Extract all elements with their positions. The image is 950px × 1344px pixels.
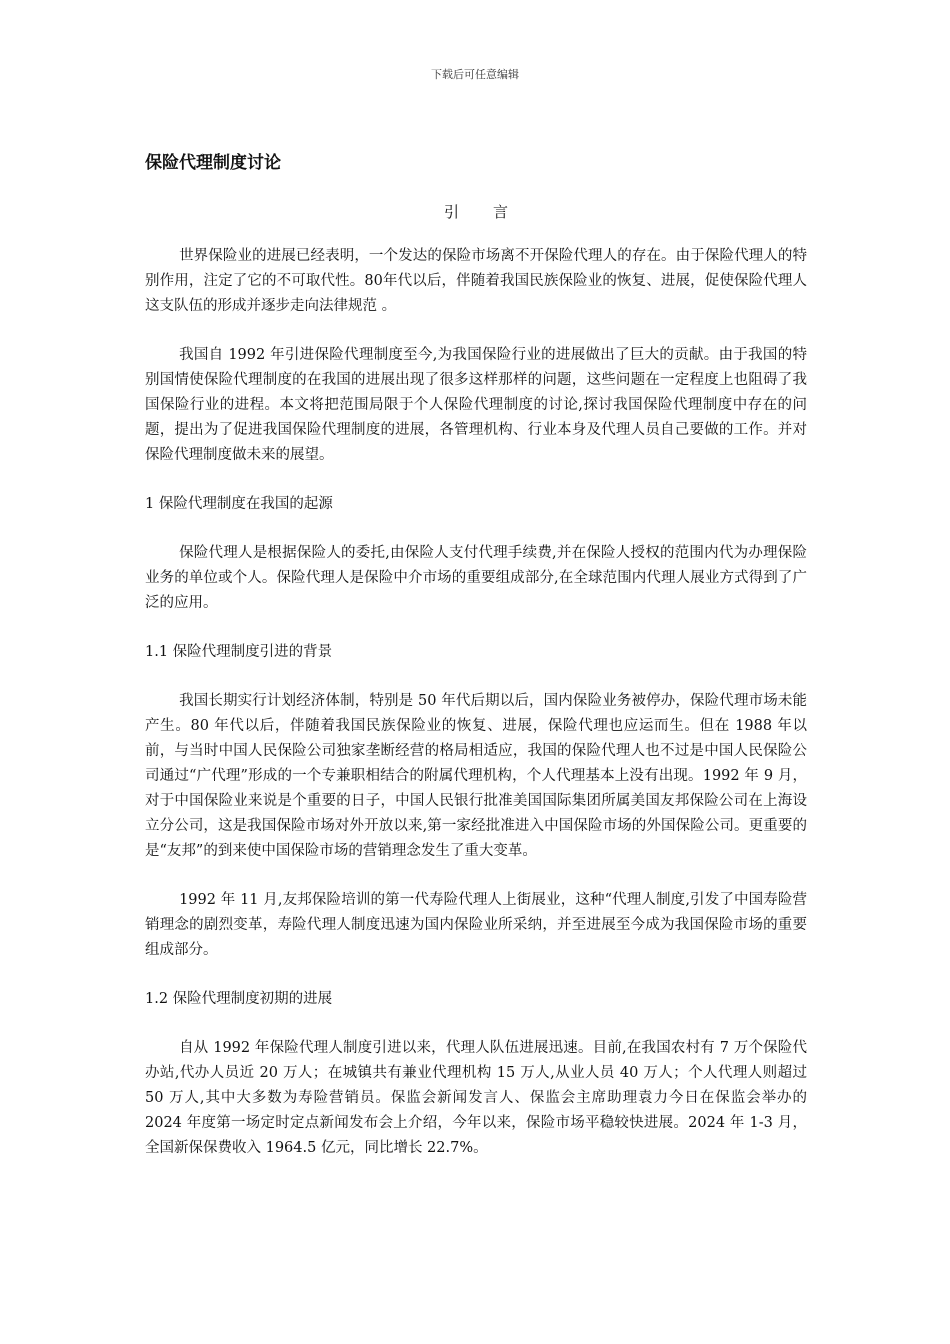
- section-heading-1: 1 保险代理制度在我国的起源: [145, 496, 333, 512]
- page-header: 下载后可任意编辑: [431, 68, 519, 81]
- document-title: 保险代理制度讨论: [145, 153, 281, 173]
- paragraph-6: 自从 1992 年保险代理人制度引进以来，代理人队伍进展迅速。目前,在我国农村有 7 万个保险代办站,代办人员近 20 万人；在城镇共有兼业代理机构 15 万人,从业人员 40 万人；个人代理人则超过 50 万人,其中大多数为寿险营销员。保监会新闻发言人、保监会主席助理袁力今日在保监会举办的 2024 年度第一场定时定点新闻发布会上介绍，今年以来，保险市场平稳较快进展。2024 年 1-3 月，全国新保保费收入 1964.5 亿元，同比增长 22.7%。: [145, 1040, 807, 1156]
- document-body: [145, 148, 807, 1185]
- paragraph-2: 我国自 1992 年引进保险代理制度至今,为我国保险行业的进展做出了巨大的贡献。由于我国的特别国情使保险代理制度的在我国的进展出现了很多这样那样的问题，这些问题在一定程度上也阻碍了我国保险行业的进程。本文将把范围局限于个人保险代理制度的讨论,探讨我国保险代理制度中存在的问题，提出为了促进我国保险代理制度的进展，各管理机构、行业本身及代理人员自己要做的工作。并对保险代理制度做未来的展望。: [145, 347, 807, 463]
- section-heading-1-1: 1.1 保险代理制度引进的背景: [145, 644, 333, 660]
- paragraph-4: 我国长期实行计划经济体制，特别是 50 年代后期以后，国内保险业务被停办，保险代理市场未能产生。80 年代以后，伴随着我国民族保险业的恢复、进展，保险代理也应运而生。但在 1988 年以前，与当时中国人民保险公司独家垄断经营的格局相适应，我国的保险代理人也不过是中国人民保险公司通过“广代理”形成的一个专兼职相结合的附属代理机构，个人代理基本上没有出现。1992 年 9 月，对于中国保险业来说是个重要的日子，中国人民银行批准美国国际集团所属美国友邦保险公司在上海设立分公司，这是我国保险市场对外开放以来,第一家经批准进入中国保险市场的外国保险公司。更重要的是“友邦”的到来使中国保险市场的营销理念发生了重大变革。: [145, 693, 807, 859]
- section-intro-heading: 引言: [443, 203, 542, 221]
- paragraph-3: 保险代理人是根据保险人的委托,由保险人支付代理手续费,并在保险人授权的范围内代为办理保险业务的单位或个人。保险代理人是保险中介市场的重要组成部分,在全球范围内代理人展业方式得到了广泛的应用。: [145, 545, 807, 611]
- paragraph-5: 1992 年 11 月,友邦保险培训的第一代寿险代理人上街展业，这种“代理人制度,引发了中国寿险营销理念的剧烈变革，寿险代理人制度迅速为国内保险业所采纳，并至进展至今成为我国保险市场的重要组成部分。: [145, 892, 807, 958]
- section-heading-1-2: 1.2 保险代理制度初期的进展: [145, 991, 333, 1007]
- paragraph-1: 世界保险业的进展已经表明，一个发达的保险市场离不开保险代理人的存在。由于保险代理人的特别作用，注定了它的不可取代性。80年代以后，伴随着我国民族保险业的恢复、进展，促使保险代理人这支队伍的形成并逐步走向法律规范 。: [145, 248, 807, 314]
